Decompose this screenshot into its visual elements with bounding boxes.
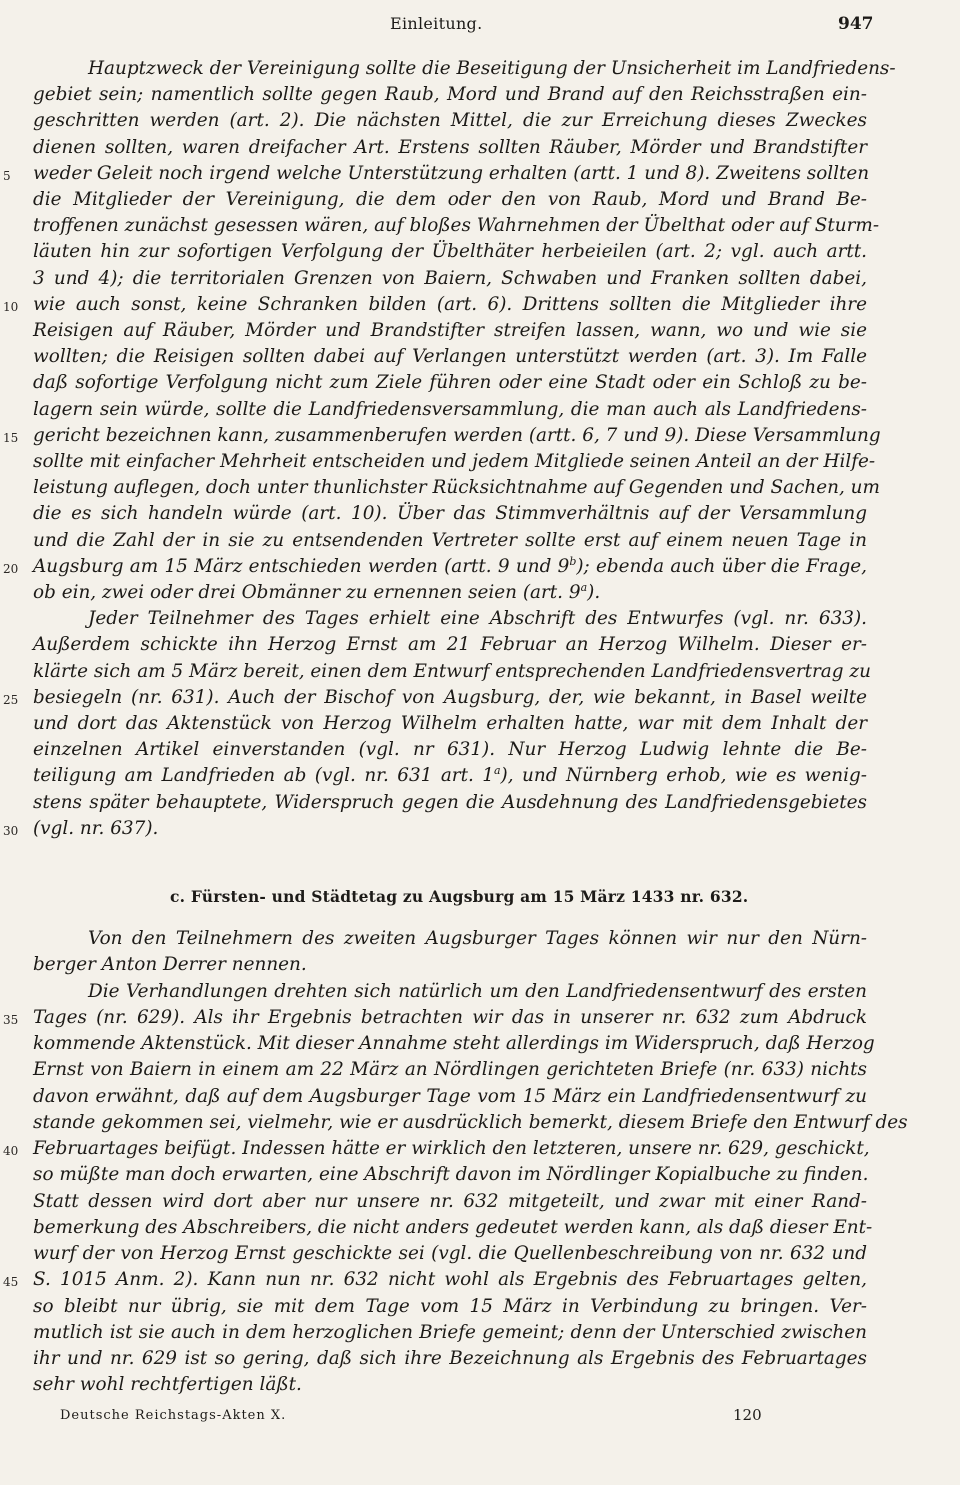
line-text [33, 135, 867, 161]
text-line [0, 239, 960, 265]
line-text [33, 370, 867, 396]
line-text-main: gericht bezeichnen kann, zusammenberufen werden (artt. 6, 7 und 9). Diese Versammlung [33, 424, 881, 446]
text-line [0, 1320, 960, 1346]
line-text-main: leistung auflegen, doch unter thunlichster Rücksichtnahme auf Gegenden und Sachen, um [33, 477, 880, 499]
line-number: 40 [3, 1144, 19, 1158]
text-line [0, 952, 960, 978]
line-text-main: besiegeln (nr. 631). Auch der Bischof von Augsburg, der, wie bekannt, in Basel weilte [33, 686, 867, 708]
line-text-main: die es sich handeln würde (art. 10). Über das Stimmverhältnis auf der Versammlung [33, 503, 867, 525]
text-line [0, 213, 960, 239]
text-line [0, 1005, 960, 1031]
text-line [0, 161, 960, 187]
line-text-main: stens später behauptete, Widerspruch gegen die Ausdehnung des Landfriedensgebietes [33, 791, 867, 813]
text-line [0, 108, 960, 134]
text-line [0, 606, 960, 632]
line-text-main: Reisigen auf Räuber, Mörder und Brandstifter streifen lassen, wann, wo und wie sie [33, 320, 867, 341]
line-text [33, 1267, 867, 1293]
line-number: 30 [3, 823, 19, 838]
line-text-main: ob ein, zwei oder drei Obmänner zu ernennen seien (art. 9 [33, 582, 581, 603]
line-text-main: gebiet sein; namentlich sollte gegen Raub, Mord und Brand auf den Reichsstraßen ein- [33, 84, 867, 106]
line-text [33, 344, 867, 370]
text-line [0, 1110, 960, 1136]
text-line [0, 1346, 960, 1372]
text-line [0, 816, 960, 842]
text-line [0, 423, 960, 449]
line-text-main: Februartages beifügt. Indessen hätte er wirklich den letzteren, unsere nr. 629, geschickt, [33, 1138, 870, 1159]
line-text-main: Statt dessen wird dort aber nur unsere nr. 632 mitgeteilt, und zwar mit einer Rand- [33, 1190, 867, 1212]
line-text-main: wie auch sonst, keine Schranken bilden (art. 6). Drittens sollten die Mitglieder ihre [33, 293, 867, 315]
line-text [33, 711, 867, 737]
line-text [33, 1215, 873, 1241]
line-text-main: klärte sich am 5 März bereit, einen dem Entwurf entsprechenden Landfriedensvertrag zu [33, 660, 871, 682]
text-line [0, 1057, 960, 1083]
line-text [88, 606, 867, 632]
line-text [33, 737, 867, 763]
line-text-main: bemerkung des Abschreibers, die nicht anders gedeutet werden kann, als daß dieser Ent- [33, 1216, 873, 1238]
text-line [0, 344, 960, 370]
line-number: 35 [3, 1012, 19, 1027]
text-line [0, 1294, 960, 1320]
line-text-main: Ernst von Baiern in einem am 22 März an Nördlingen gerichteten Briefe (nr. 633) nichts [33, 1059, 867, 1081]
line-text-main: troffenen zunächst gesessen wären, auf bloßes Wahrnehmen der Übelthat oder auf Sturm- [33, 215, 880, 237]
line-number: 45 [3, 1275, 19, 1290]
line-text-main: Von den Teilnehmern des zweiten Augsburger Tages können wir nur den Nürn- [88, 928, 867, 949]
line-text-main: wurf der von Herzog Ernst geschickte sei (vgl. die Quellenbeschreibung von nr. 632 und [33, 1243, 867, 1264]
line-text [33, 108, 867, 134]
text-line [0, 737, 960, 763]
page-header [0, 14, 960, 38]
line-text-main: wollten; die Reisigen sollten dabei auf Verlangen unterstützt werden (art. 3). Im Falle [33, 346, 867, 368]
text-line [0, 1084, 960, 1110]
line-text [33, 952, 867, 978]
text-line [0, 1162, 960, 1188]
line-text-rest: ). [587, 582, 601, 603]
line-text-main: einzelnen Artikel einverstanden (vgl. nr 631). Nur Herzog Ludwig lehnte die Be- [33, 739, 867, 761]
line-text-main: c. Fürsten- und Städtetag zu Augsburg am 15 März 1433 nr. 632. [170, 887, 749, 906]
text-line [0, 1241, 960, 1267]
line-text [33, 790, 867, 816]
line-text [33, 501, 867, 527]
text-line [0, 1189, 960, 1215]
line-text-main: stande gekommen sei, vielmehr, wie er ausdrücklich bemerkt, diesem Briefe den Entwurf des [33, 1111, 908, 1133]
line-text-main: ihr und nr. 629 ist so gering, daß sich ihre Bezeichnung als Ergebnis des Februartages [33, 1348, 867, 1369]
text-line [0, 1136, 960, 1162]
line-text-main: Jeder Teilnehmer des Tages erhielt eine Abschrift des Entwurfes (vgl. nr. 633). [88, 608, 867, 630]
text-line [0, 1031, 960, 1057]
text-line [0, 1215, 960, 1241]
line-text [33, 397, 867, 423]
line-text-main: sollte mit einfacher Mehrheit entscheiden und jedem Mitgliede seinen Anteil an der Hilfe- [33, 451, 876, 472]
line-text-main: kommende Aktenstück. Mit dieser Annahme steht allerdings im Widerspruch, daß Herzog [33, 1033, 875, 1054]
text-line [0, 659, 960, 685]
line-text [33, 659, 871, 685]
line-text [33, 1031, 875, 1057]
line-text-main: berger Anton Derrer nennen. [33, 954, 307, 976]
line-text [33, 82, 867, 108]
text-line [0, 397, 960, 423]
line-text-main: Außerdem schickte ihn Herzog Ernst am 21 Februar an Herzog Wilhelm. Dieser er- [33, 634, 867, 656]
line-text-main: S. 1015 Anm. 2). Kann nun nr. 632 nicht wohl als Ergebnis des Februartages gelten, [33, 1269, 867, 1291]
superscript: b [569, 554, 577, 568]
line-text-main: (vgl. nr. 637). [33, 817, 159, 839]
text-line [0, 763, 960, 789]
line-number: 15 [3, 430, 19, 445]
line-text [33, 266, 867, 292]
text-line [0, 790, 960, 816]
text-line [0, 580, 960, 606]
text-line [0, 56, 960, 82]
line-text [33, 685, 867, 711]
line-text-main: geschritten werden (art. 2). Die nächsten Mittel, die zur Erreichung dieses Zweckes [33, 110, 867, 132]
line-text-main: dienen sollten, waren dreifacher Art. Erstens sollten Räuber, Mörder und Brandstifter [33, 136, 867, 158]
text-line [0, 685, 960, 711]
line-text-main: 3 und 4); die territorialen Grenzen von Baiern, Schwaben und Franken sollten dabei, [33, 267, 867, 289]
line-text [33, 213, 880, 239]
line-text-rest: ); ebenda auch über die Frage, [576, 555, 867, 577]
text-line [0, 449, 960, 475]
text-line [0, 318, 960, 344]
text-line [0, 554, 960, 580]
line-text [33, 1057, 867, 1083]
line-text [33, 580, 867, 606]
text-line [0, 135, 960, 161]
line-text-main: so bleibt nur übrig, sie mit dem Tage vom 15 März in Verbindung zu bringen. Ver- [33, 1295, 867, 1317]
line-text [33, 423, 881, 449]
text-line [0, 370, 960, 396]
line-text [170, 884, 790, 910]
line-text [33, 632, 867, 658]
line-text-main: davon erwähnt, daß auf dem Augsburger Tage vom 15 März ein Landfriedensentwurf zu [33, 1085, 867, 1107]
line-text [33, 318, 867, 344]
sheet-number: 120 [733, 1406, 762, 1424]
line-text [33, 816, 867, 842]
page-footer [0, 1406, 960, 1430]
line-text-main: die Mitglieder der Vereinigung, die dem oder den von Raub, Mord und Brand Be- [33, 189, 867, 210]
text-line [0, 711, 960, 737]
line-text-main: Tages (nr. 629). Als ihr Ergebnis betrachten wir das in unserer nr. 632 zum Abdruck [33, 1006, 867, 1028]
text-line [0, 1267, 960, 1293]
line-text-main: mutlich ist sie auch in dem herzoglichen Briefe gemeint; denn der Unterschied zwischen [33, 1321, 867, 1343]
text-line [0, 266, 960, 292]
line-text [33, 1005, 867, 1031]
line-text [33, 528, 867, 554]
line-text-main: daß sofortige Verfolgung nicht zum Ziele führen oder eine Stadt oder ein Schloß zu be- [33, 372, 867, 394]
text-line [0, 475, 960, 501]
line-text [33, 1346, 867, 1372]
line-text-main: und die Zahl der in sie zu entsendenden Vertreter sollte erst auf einem neuen Tage in [33, 529, 867, 551]
text-line [0, 979, 960, 1005]
line-number: 5 [3, 168, 11, 183]
line-text [33, 1189, 867, 1215]
text-line [0, 926, 960, 952]
line-text [33, 475, 880, 501]
line-text [33, 1294, 867, 1320]
text-line [0, 1372, 960, 1398]
line-text [33, 554, 867, 580]
line-text-main: sehr wohl rechtfertigen läßt. [33, 1374, 302, 1396]
line-text [33, 1110, 908, 1136]
line-text-main: und dort das Aktenstück von Herzog Wilhelm erhalten hatte, war mit dem Inhalt der [33, 713, 867, 734]
line-text [33, 239, 867, 265]
line-text [33, 161, 870, 187]
running-title: Einleitung. [390, 14, 483, 33]
line-text [33, 449, 876, 475]
line-text-main: Augsburg am 15 März entschieden werden (artt. 9 und 9 [33, 555, 570, 577]
line-text-main: Die Verhandlungen drehten sich natürlich um den Landfriedensentwurf des ersten [88, 980, 867, 1002]
line-text [33, 763, 867, 789]
line-text [88, 56, 896, 82]
section-heading [0, 884, 960, 910]
signature-line: Deutsche Reichstags-Akten X. [60, 1408, 287, 1423]
text-line [0, 187, 960, 213]
line-text [88, 926, 867, 952]
line-number: 25 [3, 692, 19, 707]
text-line [0, 632, 960, 658]
line-text [33, 292, 867, 318]
line-text [88, 979, 867, 1005]
superscript: a [580, 580, 588, 594]
line-number: 10 [3, 299, 19, 314]
superscript: a [493, 764, 501, 778]
line-text-main: weder Geleit noch irgend welche Unterstützung erhalten (artt. 1 und 8). Zweitens sollten [33, 162, 870, 184]
line-text-main: läuten hin zur sofortigen Verfolgung der Übelthäter herbeieilen (art. 2; vgl. auch artt. [33, 241, 867, 263]
line-text-main: lagern sein würde, sollte die Landfriedensversammlung, die man auch als Landfriedens- [33, 398, 867, 420]
line-text-main: Hauptzweck der Vereinigung sollte die Beseitigung der Unsicherheit im Landfriedens- [88, 58, 896, 79]
line-text [33, 187, 867, 213]
text-line [0, 528, 960, 554]
text-line [0, 292, 960, 318]
page-number: 947 [838, 14, 874, 34]
text-line [0, 82, 960, 108]
line-text [33, 1320, 867, 1346]
line-text [33, 1162, 867, 1188]
line-text-main: so müßte man doch erwarten, eine Abschrift davon im Nördlinger Kopialbuche zu finden. [33, 1164, 869, 1186]
line-text [33, 1241, 867, 1267]
text-line [0, 501, 960, 527]
line-text-rest: ), und Nürnberg erhob, wie es wenig- [500, 765, 867, 787]
line-number: 20 [3, 561, 19, 576]
line-text [33, 1084, 867, 1110]
line-text-main: teiligung am Landfrieden ab (vgl. nr. 631 art. 1 [33, 765, 494, 787]
line-text [33, 1136, 870, 1162]
line-text [33, 1372, 867, 1398]
